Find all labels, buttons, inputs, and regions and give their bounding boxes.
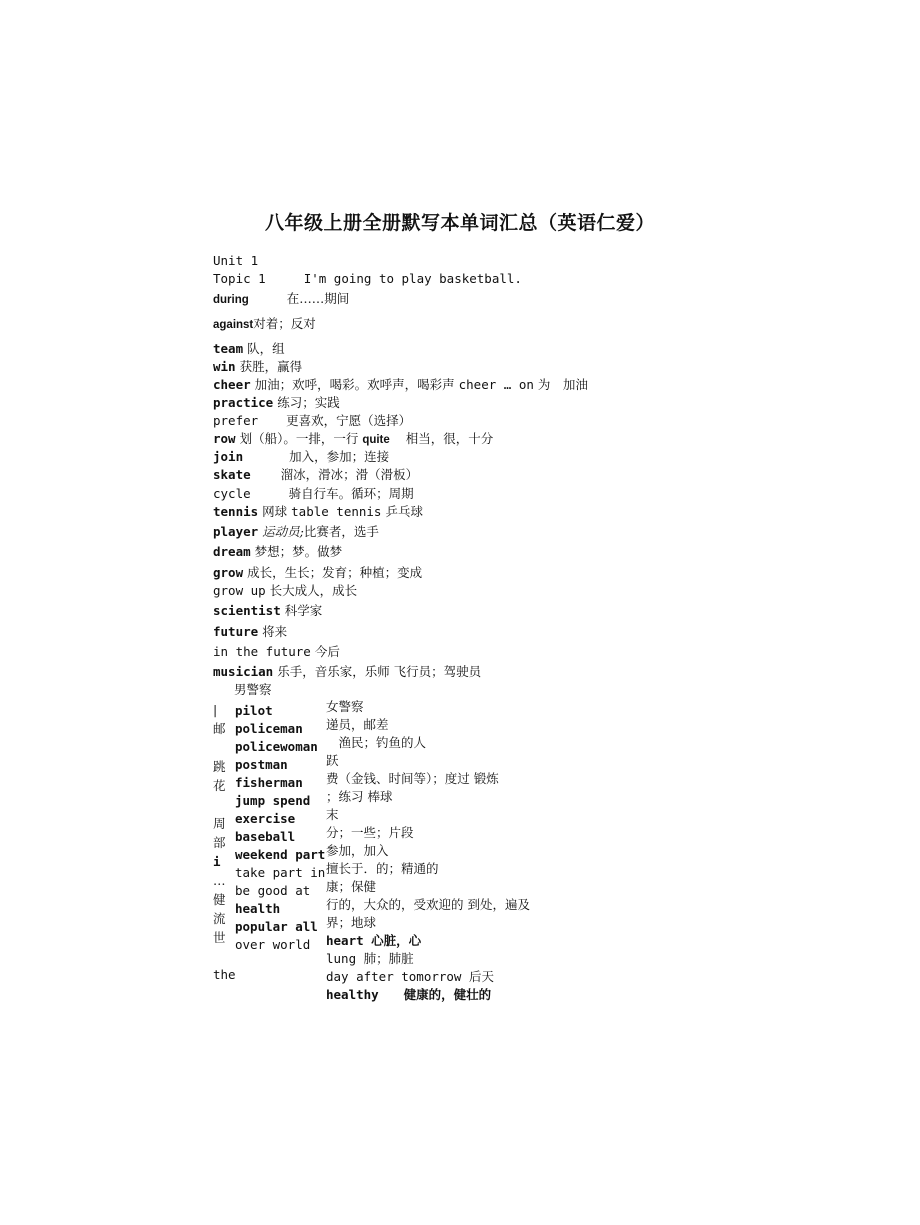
jumbled-meaning: 参加，加入 (326, 843, 389, 858)
jumbled-word: postman (235, 757, 288, 772)
jumbled-left-char: 周 (213, 816, 226, 831)
entry-meaning: 加入，参加；连接 (289, 449, 390, 464)
jumbled-left-char: 花 (213, 778, 226, 793)
entry-meaning: 对着；反对 (253, 316, 316, 331)
entry-scientist (213, 603, 322, 619)
entry-word: dream (213, 544, 251, 559)
entry-meaning: 长大成人，成长 (269, 583, 358, 598)
entry-word: grow up (213, 583, 266, 598)
entry-in-the-future (213, 644, 340, 660)
entry-meaning-italic: 运动员; (262, 524, 304, 539)
jumbled-meaning: healthy 健康的，健壮的 (326, 987, 492, 1002)
jumbled-meaning: 末 (326, 807, 339, 822)
entry-meaning: 成长，生长；发育；种植；变成 (247, 565, 423, 580)
jumbled-left-char: 跳 (213, 759, 226, 774)
unit-label: Unit 1 (213, 253, 259, 268)
entry-word-quite: quite (362, 434, 390, 446)
entry-practice (213, 395, 340, 411)
entry-word: row (213, 431, 236, 446)
entry-row (213, 431, 493, 448)
jumbled-meaning: heart 心脏，心 (326, 933, 422, 948)
jumbled-word: exercise (235, 811, 296, 826)
entry-word: scientist (213, 603, 281, 618)
entry-meaning: 将来 (262, 624, 288, 639)
jumbled-left-char: … (213, 873, 226, 888)
entry-word: practice (213, 395, 274, 410)
jumbled-word: weekend part (235, 847, 326, 862)
entry-word: win (213, 359, 236, 374)
jumbled-left-char: 世 (213, 930, 226, 945)
page-title: 八年级上册全册默写本单词汇总（英语仁爱） (264, 212, 655, 234)
entry-prefer (213, 413, 411, 429)
entry-word: team (213, 341, 244, 356)
jumbled-left-char: | (213, 702, 218, 717)
entry-word: future (213, 624, 259, 639)
jumbled-left-char: 邮 (213, 721, 226, 736)
entry-meaning: 在……期间 (286, 291, 350, 306)
jumbled-meaning: 递员，邮差 (326, 717, 389, 732)
entry-meaning: 骑自行车。循环；周期 (288, 486, 414, 501)
entry-word: cycle (213, 486, 251, 501)
entry-player (213, 524, 379, 540)
jumbled-word: fisherman (235, 775, 303, 790)
jumbled-meaning: 渔民；钓鱼的人 (326, 735, 427, 750)
entry-during (213, 291, 349, 308)
entry-phrase-meaning: 乒乓球 (385, 504, 423, 519)
entry-phrase: cheer … on (458, 377, 534, 392)
entry-team (213, 341, 285, 357)
jumbled-word: policewoman (235, 739, 318, 754)
entry-cycle (213, 486, 414, 502)
entry-word: cheer (213, 377, 251, 392)
jumbled-the: the (213, 967, 236, 982)
entry-phrase-meaning: 为 加油 (537, 377, 588, 392)
entry-cheer (213, 377, 588, 393)
topic-line (213, 271, 522, 287)
jumbled-top-line: 男警察 (234, 682, 272, 697)
entry-meaning: 划（船）。一排，一行 (239, 431, 359, 446)
jumbled-word: health (235, 901, 281, 916)
jumbled-left-char (213, 795, 229, 814)
jumbled-meaning: ；练习 棒球 (326, 789, 393, 804)
entry-word: join (213, 449, 244, 464)
entry-meaning: 科学家 (284, 603, 323, 618)
entry-meaning: 溜冰，滑冰；滑（滑板） (280, 467, 419, 482)
jumbled-left-char: 部 (213, 835, 226, 850)
jumbled-meaning-column (326, 698, 530, 1004)
topic-label: Topic 1 (213, 271, 266, 286)
entry-join (213, 449, 389, 465)
entry-tennis (213, 504, 423, 520)
entry-meaning: 乐手，音乐家，乐师 飞行员；驾驶员 (277, 664, 482, 679)
entry-meaning-quite: 相当，很，十分 (405, 431, 494, 446)
entry-musician (213, 664, 481, 680)
entry-word: prefer (213, 413, 259, 428)
jumbled-word: popular all (235, 919, 318, 934)
entry-phrase: table tennis (291, 504, 382, 519)
entry-against (213, 316, 316, 333)
topic-title: I'm going to play basketball. (303, 271, 522, 286)
jumbled-word: pilot (235, 703, 273, 718)
entry-skate (213, 467, 418, 483)
entry-word: grow (213, 565, 244, 580)
entry-meaning: 加油；欢呼，喝彩。欢呼声，喝彩声 (254, 377, 455, 392)
entry-win (213, 359, 302, 375)
entry-word: during (213, 294, 249, 306)
entry-meaning: 练习；实践 (277, 395, 340, 410)
entry-word: against (213, 319, 254, 331)
jumbled-word: take part in (235, 865, 326, 880)
entry-meaning: 队，组 (247, 341, 285, 356)
jumbled-meaning: 跃 (326, 753, 339, 768)
jumbled-word: policeman (235, 721, 303, 736)
jumbled-word: jump spend (235, 793, 311, 808)
jumbled-meaning: 女警察 (326, 699, 364, 714)
entry-meaning: 获胜，赢得 (239, 359, 303, 374)
jumbled-word-column (235, 702, 325, 954)
entry-meaning: 比赛者，选手 (303, 524, 379, 539)
entry-dream (213, 544, 342, 560)
entry-meaning: 梦想；梦。做梦 (254, 544, 343, 559)
jumbled-meaning: 行的，大众的，受欢迎的 到处，遍及 (326, 897, 530, 912)
jumbled-meaning: lung 肺；肺脏 (326, 951, 414, 966)
entry-meaning: 更喜欢，宁愿（选择） (286, 413, 412, 428)
entry-word: skate (213, 467, 251, 482)
jumbled-left-column (213, 700, 229, 947)
jumbled-left-char: 健 (213, 892, 226, 907)
jumbled-meaning: day after tomorrow 后天 (326, 969, 494, 984)
jumbled-meaning: 擅长于．的；精通的 (326, 861, 439, 876)
entry-meaning: 网球 (262, 504, 288, 519)
jumbled-left-char (213, 738, 229, 757)
entry-word: player (213, 524, 259, 539)
entry-grow-up (213, 583, 357, 599)
jumbled-left-char: i (213, 854, 221, 869)
entry-word: musician (213, 664, 274, 679)
jumbled-word: over world (235, 937, 311, 952)
entry-future (213, 624, 287, 640)
entry-word: in the future (213, 644, 311, 659)
jumbled-left-char: 流 (213, 911, 226, 926)
jumbled-word: baseball (235, 829, 296, 844)
jumbled-meaning: 康；保健 (326, 879, 377, 894)
jumbled-meaning: 界；地球 (326, 915, 377, 930)
jumbled-meaning: 分；一些；片段 (326, 825, 414, 840)
jumbled-meaning: 费（金钱、时间等）；度过 锻炼 (326, 771, 499, 786)
entry-grow (213, 565, 422, 581)
jumbled-word: be good at (235, 883, 311, 898)
entry-word: tennis (213, 504, 259, 519)
entry-meaning: 今后 (314, 644, 340, 659)
